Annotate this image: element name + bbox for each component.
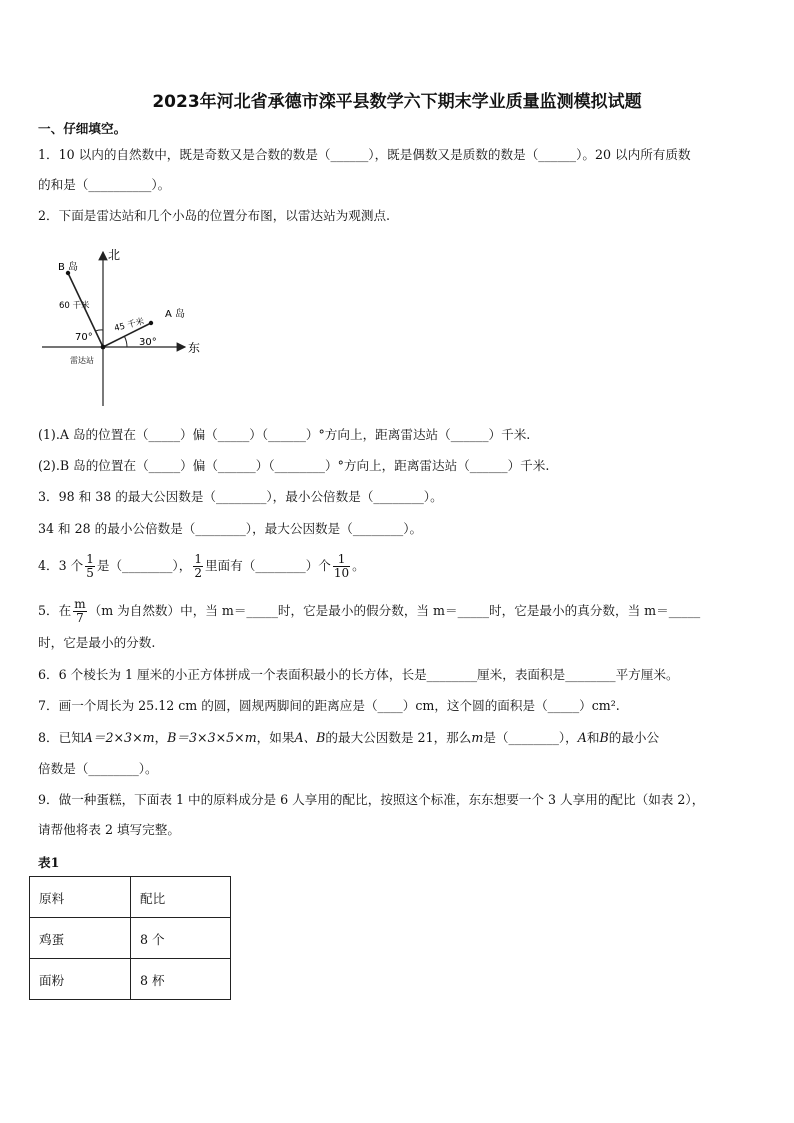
- fraction-denominator: 10: [333, 566, 350, 580]
- question-1-line-2: 的和是（__________）。: [38, 177, 171, 192]
- question-2-part-1: (1).A 岛的位置在（_____）偏（_____）（______）°方向上，距离雷达站（______）千米.: [38, 427, 531, 442]
- radar-diagram: [40, 240, 215, 410]
- question-5-line-1: [38, 598, 700, 625]
- q4-text-4: 。: [352, 558, 365, 573]
- north-label: 北: [108, 248, 121, 262]
- question-7: 7．画一个周长为 25.12 cm 的圆，圆规两脚间的距离应是（____）cm，这个圆的面积是（_____）cm².: [38, 698, 620, 713]
- station-label: 雷达站: [70, 356, 94, 365]
- b-distance-label: 60 千米: [59, 301, 90, 311]
- page-title: 2023年河北省承德市滦平县数学六下期末学业质量监测模拟试题: [152, 92, 642, 112]
- b-island-label: B 岛: [58, 262, 79, 273]
- q8-ab: A、B: [294, 730, 326, 745]
- a-island-point: [149, 321, 153, 325]
- q4-text-2: 是（________），: [96, 558, 192, 573]
- section-heading: 一、仔细填空。: [38, 121, 127, 136]
- question-6: 6．6 个棱长为 1 厘米的小正方体拼成一个表面积最小的长方体，长是________厘米，表面积是________平方厘米。: [38, 667, 679, 682]
- q8-text-4: 的最大公因数是 21，那么: [325, 730, 472, 745]
- question-3-line-2: 34 和 28 的最小公倍数是（________），最大公因数是（________）。: [38, 521, 423, 536]
- question-1-line-1: 1．10 以内的自然数中，既是奇数又是合数的数是（______），既是偶数又是质数的数是（______）。20 以内所有质数: [38, 147, 691, 162]
- table-row: [30, 918, 231, 959]
- fraction-one-fifth: [85, 553, 95, 580]
- recipe-table: [29, 876, 231, 1000]
- question-4: [38, 553, 365, 580]
- q8-text-3: ，如果: [256, 730, 295, 745]
- question-9-line-1: 9．做一种蛋糕，下面表 1 中的原料成分是 6 人享用的配比，按照这个标准，东东想要一个 3 人享用的配比（如表 2），: [38, 792, 705, 807]
- q8-a: A: [577, 730, 587, 745]
- table-cell: 8 个: [131, 918, 231, 959]
- fraction-denominator: 7: [76, 611, 84, 625]
- q4-text-3: 里面有（________）个: [204, 558, 331, 573]
- a-distance-label: 45 千米: [113, 316, 146, 334]
- question-2-text: 2．下面是雷达站和几个小岛的位置分布图，以雷达站为观测点.: [38, 208, 391, 223]
- q8-b: B: [599, 730, 609, 745]
- table-cell: 配比: [131, 877, 231, 918]
- question-3-line-1: 3．98 和 38 的最大公因数是（________），最小公倍数是（________）。: [38, 489, 443, 504]
- a-island-label: A 岛: [165, 309, 186, 320]
- fraction-numerator: 1: [194, 552, 202, 566]
- question-2-part-2: (2).B 岛的位置在（_____）偏（______）（________）°方向上，距离雷达站（______）千米.: [38, 458, 550, 473]
- angle-arc-a: [125, 337, 128, 348]
- q8-m: m: [471, 730, 484, 745]
- angle-a-label: 30°: [139, 337, 157, 348]
- q4-text-1: 4．3 个: [38, 558, 84, 573]
- angle-arc-b: [96, 330, 104, 331]
- angle-b-label: 70°: [75, 332, 93, 343]
- fraction-numerator: 1: [333, 553, 350, 567]
- q8-expression-b: B＝3×3×5×m: [167, 730, 257, 745]
- table-row: [30, 877, 231, 918]
- station-point: [101, 345, 106, 350]
- table-cell: 鸡蛋: [30, 918, 131, 959]
- fraction-one-tenth: [333, 553, 350, 580]
- question-8-line-1: [38, 728, 659, 748]
- table-row: [30, 959, 231, 1000]
- fraction-numerator: m: [74, 597, 86, 611]
- table-cell: 面粉: [30, 959, 131, 1000]
- q8-expression-a: A＝2×3×m: [83, 730, 155, 745]
- question-8-line-2: 倍数是（________）。: [38, 761, 158, 776]
- fraction-one-half: [193, 553, 203, 580]
- q8-text-5: 是（________），: [483, 730, 578, 745]
- q8-text-6: 和: [586, 730, 600, 745]
- fraction-denominator: 5: [86, 566, 94, 580]
- question-5-line-2: 时，它是最小的分数.: [38, 635, 156, 650]
- question-9-line-2: 请帮他将表 2 填写完整。: [38, 822, 180, 837]
- fraction-m-over-7: [73, 598, 86, 625]
- fraction-denominator: 2: [194, 566, 202, 580]
- q5-text-1: 5．在: [38, 603, 72, 618]
- q5-text-2: （m 为自然数）中，当 m＝_____时，它是最小的假分数，当 m＝_____时，它是最小的真分数，当 m＝_____: [88, 603, 701, 618]
- table-cell: 原料: [30, 877, 131, 918]
- q8-text-2: ，: [154, 730, 168, 745]
- east-label: 东: [188, 341, 201, 355]
- table-cell: 8 杯: [131, 959, 231, 1000]
- q8-text-7: 的最小公: [608, 730, 660, 745]
- q8-text-1: 8．已知: [38, 730, 84, 745]
- table-label: 表1: [38, 855, 60, 870]
- fraction-numerator: 1: [86, 552, 94, 566]
